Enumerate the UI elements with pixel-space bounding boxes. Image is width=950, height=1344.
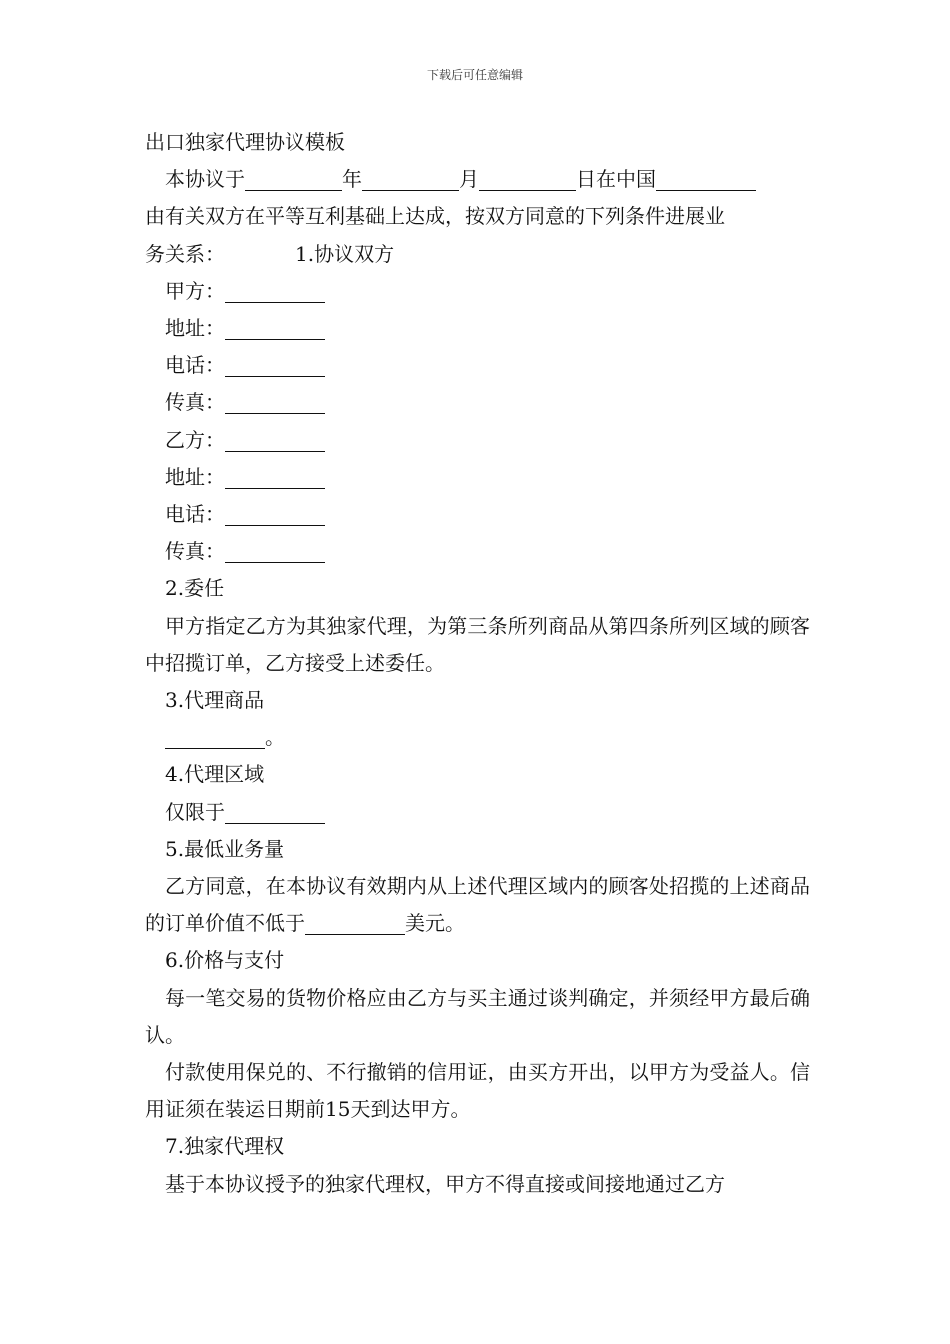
field-label: 地址： — [165, 316, 225, 341]
intro-text: 日在中国 — [576, 167, 656, 192]
goods-blank[interactable] — [165, 726, 265, 749]
section-1-title: 1.协议双方 — [295, 241, 395, 266]
region-label: 仅限于 — [165, 799, 225, 824]
party-a-fax-blank[interactable] — [225, 391, 325, 414]
party-b-address-blank[interactable] — [225, 466, 325, 489]
party-b-fax-blank[interactable] — [225, 540, 325, 563]
section-6-para-1: 每一笔交易的货物价格应由乙方与买主通过谈判确定，并须经甲方最后确认。 — [145, 985, 810, 1047]
intro-line-1 — [145, 161, 810, 198]
party-b-name-blank[interactable] — [225, 429, 325, 452]
party-b-phone-row — [145, 496, 810, 533]
region-blank[interactable] — [225, 801, 325, 824]
section-2-text: 甲方指定乙方为其独家代理，为第三条所列商品从第四条所列区域的顾客中招揽订单，乙方接受上述委任。 — [145, 613, 810, 675]
intro-text: 月 — [459, 167, 479, 192]
party-a-phone-row — [145, 347, 810, 384]
page-header: 下载后可任意编辑 — [426, 68, 523, 82]
party-b-fax-row — [145, 533, 810, 570]
party-b-address-row — [145, 459, 810, 496]
period: 。 — [265, 725, 285, 750]
party-b-name-row — [145, 422, 810, 459]
field-label: 电话： — [165, 502, 225, 527]
party-a-phone-blank[interactable] — [225, 354, 325, 377]
section-4-row — [145, 794, 810, 831]
party-a-address-row — [145, 310, 810, 347]
section-6-para-2: 付款使用保兑的、不行撤销的信用证，由买方开出，以甲方为受益人。信用证须在装运日期前15天到达甲方。 — [145, 1060, 810, 1122]
party-b-phone-blank[interactable] — [225, 503, 325, 526]
intro-text: 年 — [342, 167, 362, 192]
document-body — [145, 124, 810, 1203]
field-label: 甲方： — [165, 278, 225, 303]
section-7-text: 基于本协议授予的独家代理权，甲方不得直接或间接地通过乙方 — [165, 1171, 725, 1196]
blank-location[interactable] — [656, 168, 756, 191]
field-label: 乙方： — [165, 427, 225, 452]
party-a-name-row — [145, 273, 810, 310]
section-5-text — [145, 868, 810, 942]
field-label: 地址： — [165, 464, 225, 489]
intro-text: 务关系： — [145, 241, 225, 266]
section-5-text-a: 乙方同意，在本协议有效期内从上述代理区域内的顾客处招揽的上述商品的订单价值不低于 — [145, 874, 810, 936]
section-3-row — [145, 719, 810, 756]
party-a-address-blank[interactable] — [225, 317, 325, 340]
blank-day[interactable] — [479, 168, 576, 191]
intro-line-3 — [145, 236, 810, 273]
blank-month[interactable] — [362, 168, 459, 191]
party-a-name-blank[interactable] — [225, 280, 325, 303]
intro-line-2: 由有关双方在平等互利基础上达成，按双方同意的下列条件进展业 — [145, 204, 725, 229]
party-a-fax-row — [145, 384, 810, 421]
section-7-title: 7.独家代理权 — [165, 1134, 285, 1159]
section-5-text-b: 美元。 — [405, 911, 465, 936]
section-6-title: 6.价格与支付 — [165, 948, 285, 973]
field-label: 电话： — [165, 353, 225, 378]
intro-text: 本协议于 — [165, 167, 245, 192]
document-title: 出口独家代理协议模板 — [145, 130, 345, 154]
blank-year[interactable] — [245, 168, 342, 191]
section-2-title: 2.委任 — [165, 576, 225, 601]
section-3-title: 3.代理商品 — [165, 688, 265, 713]
minimum-amount-blank[interactable] — [305, 912, 405, 935]
field-label: 传真： — [165, 390, 225, 415]
section-5-title: 5.最低业务量 — [165, 836, 285, 861]
field-label: 传真： — [165, 539, 225, 564]
section-4-title: 4.代理区域 — [165, 762, 265, 787]
